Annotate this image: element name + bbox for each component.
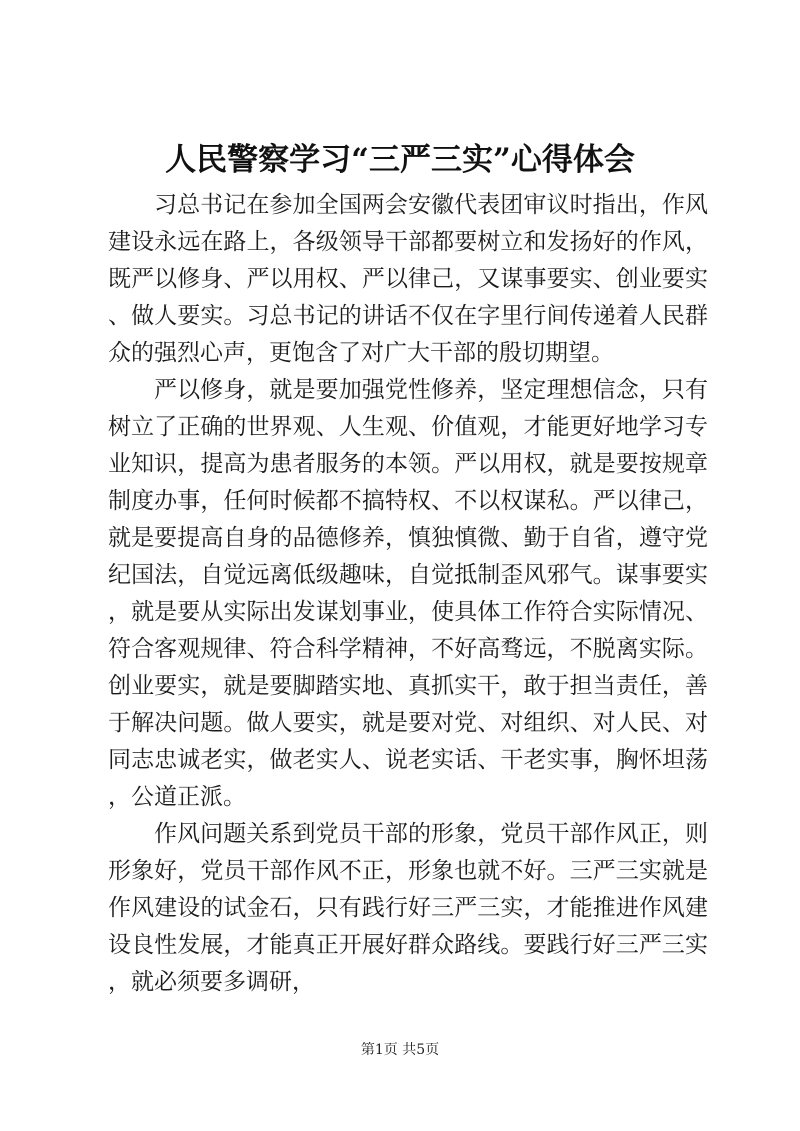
paragraph-2: 严以修身，就是要加强党性修养，坚定理想信念，只有树立了正确的世界观、人生观、价值观，才能更好地学习专业知识，提高为患者服务的本领。严以用权，就是要按规章制度办事，任何时候都不搞特权、不以权谋私。严以律己，就是要提高自身的品德修养，慎独慎微、勤于自省，遵守党纪国法，自觉远离低级趣味，自觉抵制歪风邪气。谋事要实，就是要从实际出发谋划事业，使具体工作符合实际情况、符合客观规律、符合科学精神，不好高骛远，不脱离实际。创业要实，就是要脚踏实地、真抓实干，敢于担当责任，善于解决问题。做人要实，就是要对党、对组织、对人民、对同志忠诚老实，做老实人、说老实话、干老实事，胸怀坦荡，公道正派。 — [108, 377, 708, 810]
paragraph-1: 习总书记在参加全国两会安徽代表团审议时指出，作风建设永远在路上，各级领导干部都要树立和发扬好的作风，既严以修身、严以用权、严以律己，又谋事要实、创业要实、做人要实。习总书记的讲话不仅在字里行间传递着人民群众的强烈心声，更饱含了对广大干部的殷切期望。 — [108, 192, 708, 366]
document-body — [108, 187, 708, 1001]
page-footer: 第1页 共5页 — [360, 1042, 440, 1058]
document-title: 人民警察学习“三严三实”心得体会 — [165, 142, 635, 178]
paragraph-3: 作风问题关系到党员干部的形象，党员干部作风正，则形象好，党员干部作风不正，形象也就不好。三严三实就是作风建设的试金石，只有践行好三严三实，才能推进作风建设良性发展，才能真正开展好群众路线。要践行好三严三实，就必须要多调研， — [108, 821, 708, 995]
